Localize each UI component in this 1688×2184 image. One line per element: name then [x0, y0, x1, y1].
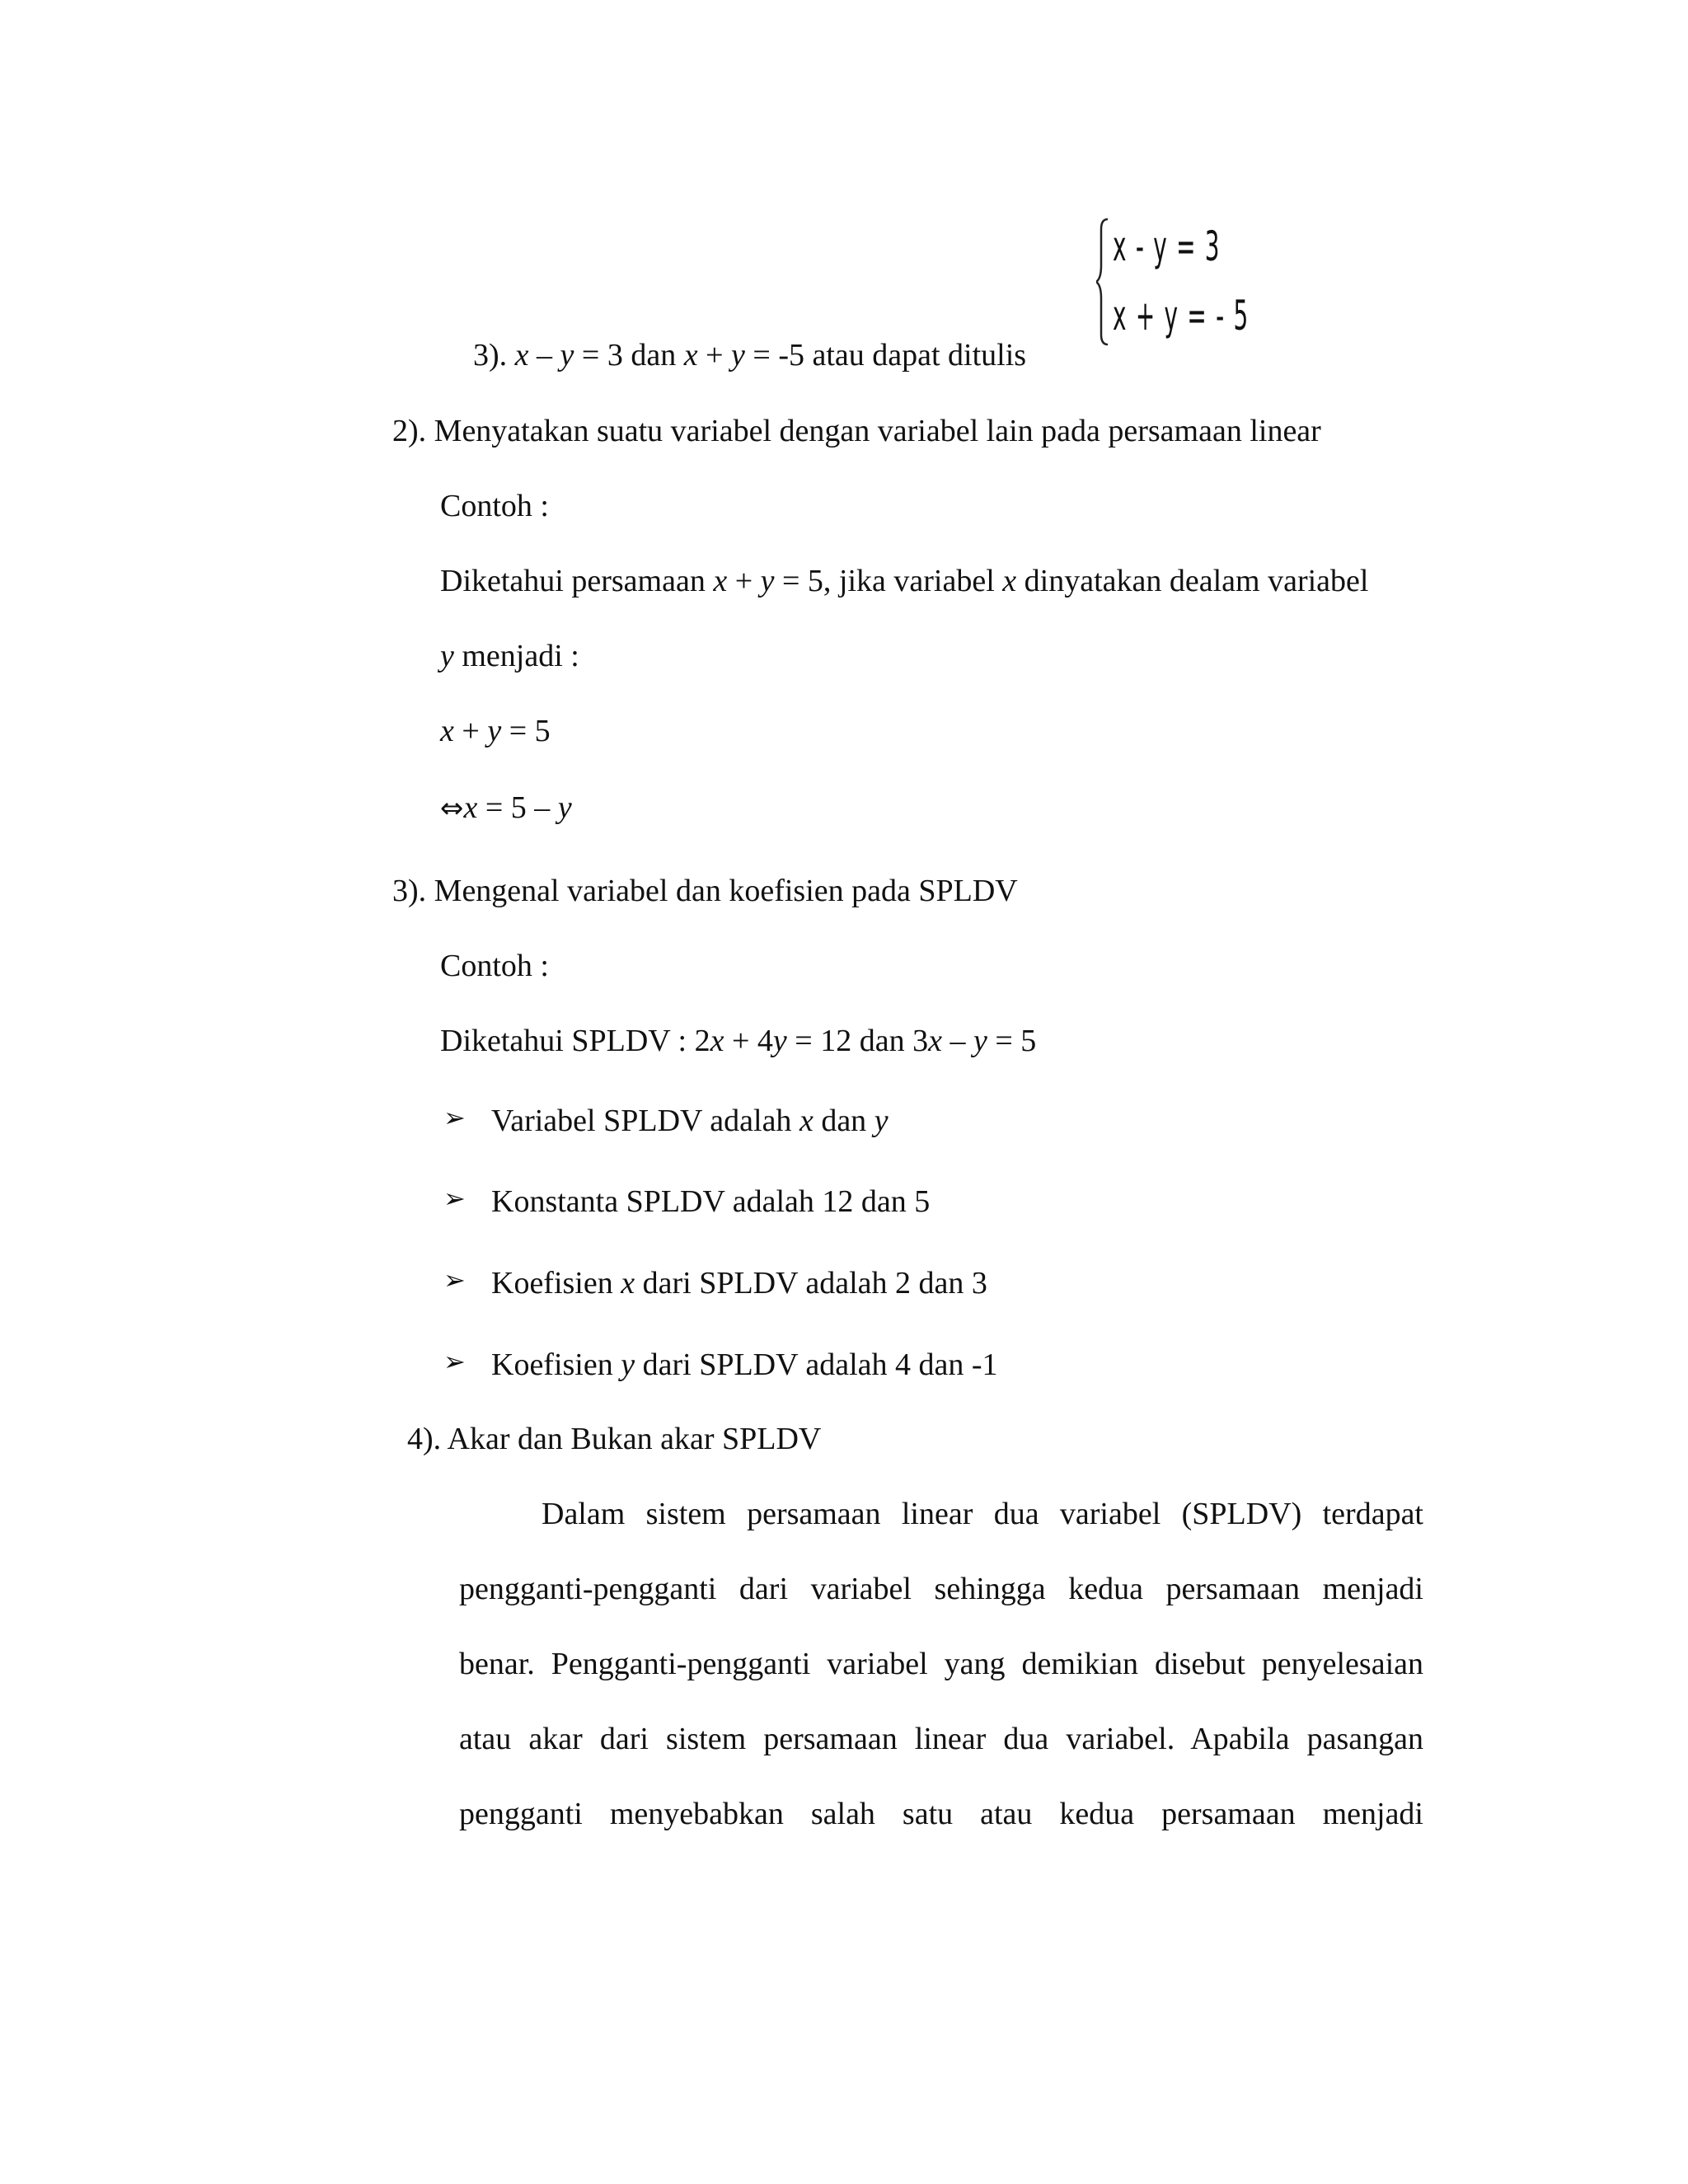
paragraph-line: benar. Pengganti-pengganti variabel yang demikian disebut penyelesaian [459, 1647, 1423, 1681]
paragraph-line: atau akar dari sistem persamaan linear dua variabel. Apabila pasangan [459, 1722, 1423, 1756]
system-equation-2: x + y = - 5 [1113, 292, 1250, 340]
arrow-bullet-icon: ➢ [443, 1346, 466, 1377]
arrow-bullet-icon: ➢ [443, 1102, 466, 1133]
iff-icon: ⇔ [440, 792, 464, 825]
section-3-heading: 3). Mengenal variabel dan koefisien pada SPLDV [392, 874, 1018, 908]
menjadi-line: y menjadi : [440, 639, 579, 673]
bullet-item-koefisien-y: Koefisien y dari SPLDV adalah 4 dan -1 [491, 1347, 998, 1382]
equation-system [1096, 216, 1261, 348]
item-3-equations: 3). x – y = 3 dan x + y = -5 atau dapat ditulis [473, 338, 1027, 373]
arrow-bullet-icon: ➢ [443, 1264, 466, 1296]
arrow-bullet-icon: ➢ [443, 1183, 466, 1214]
section-4-heading: 4). Akar dan Bukan akar SPLDV [407, 1422, 822, 1456]
equivalence-line: ⇔x = 5 – y [440, 790, 572, 825]
bullet-item-konstanta: Konstanta SPLDV adalah 12 dan 5 [491, 1184, 931, 1219]
bullet-item-koefisien-x: Koefisien x dari SPLDV adalah 2 dan 3 [491, 1266, 987, 1301]
system-equation-1: x - y = 3 [1113, 223, 1221, 270]
contoh-label-2: Contoh : [440, 949, 549, 983]
equation-line: x + y = 5 [440, 714, 551, 748]
contoh-label-1: Contoh : [440, 489, 549, 523]
diketahui-spldv-line: Diketahui SPLDV : 2x + 4y = 12 dan 3x – y = 5 [440, 1024, 1037, 1058]
paragraph-line: pengganti-pengganti dari variabel sehingga kedua persamaan menjadi [459, 1572, 1423, 1606]
diketahui-line-1: Diketahui persamaan x + y = 5, jika variabel x dinyatakan dealam variabel [440, 564, 1369, 598]
paragraph-line: Dalam sistem persamaan linear dua variabel (SPLDV) terdapat [542, 1497, 1423, 1531]
section-2-heading: 2). Menyatakan suatu variabel dengan variabel lain pada persamaan linear [392, 414, 1321, 448]
paragraph-line: pengganti menyebabkan salah satu atau kedua persamaan menjadi [459, 1797, 1423, 1831]
bullet-item-variabel: Variabel SPLDV adalah x dan y [491, 1104, 889, 1138]
